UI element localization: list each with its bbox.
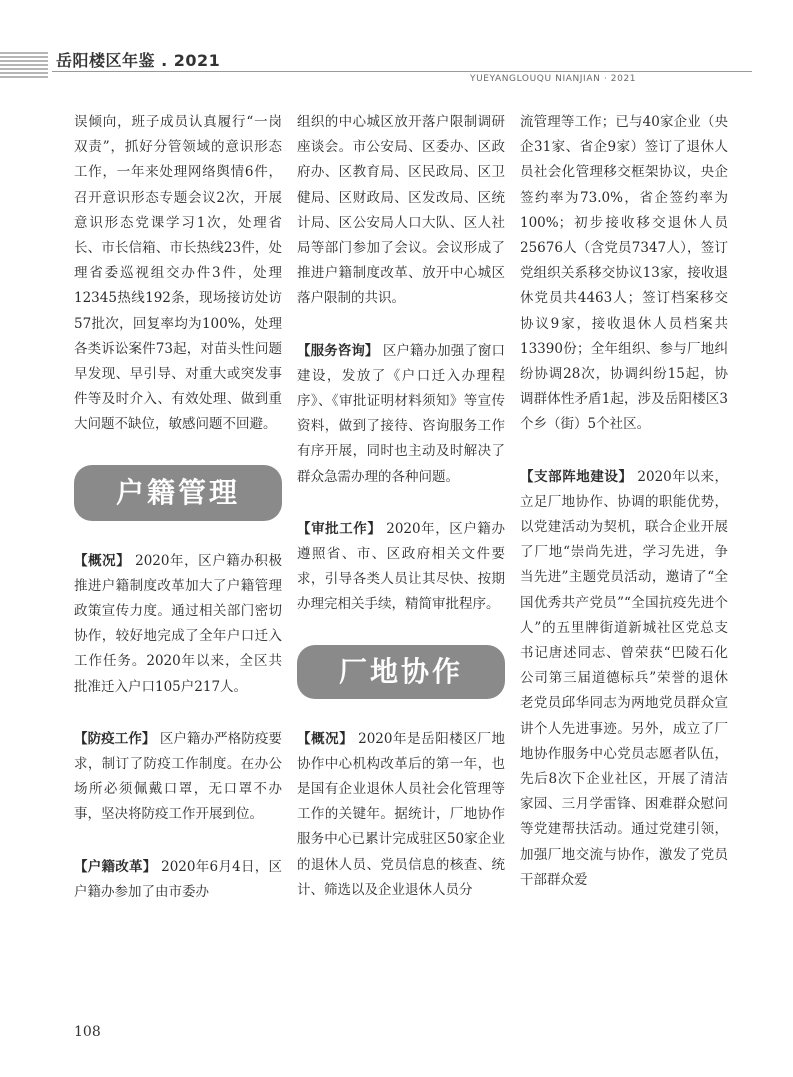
paragraph-body: 区户籍办严格防疫要求，制订了防疫工作制度。在办公场所必须佩戴口罩，无口罩不办事，坚决将防疫工作开展到位。 [74, 730, 282, 823]
paragraph-intro-continued: 误倾向，班子成员认真履行“一岗双责”，抓好分管领域的意识形态工作，一年来处理网络舆情6件，召开意识形态专题会议2次，开展意识形态党课学习1次，处理省长、市长信箱、市长热线23件，处理省委巡视组交办件3件，处理12345热线192条，现场接访处访57批次，回复率均为100%，处理各类诉讼案件73起，对苗头性问题早发现、早引导、对重大或突发事件等及时介入、有效处理、做到重大问题不缺位，敏感问题不回避。 [74, 114, 282, 433]
paragraph-body: 2020年是岳阳楼区厂地协作中心机构改革后的第一年，也是国有企业退休人员社会化管理等工作的关键年。据统计，厂地协作服务中心已累计完成驻区50家企业的退休人员、党员信息的核查、统计、筛选以及企业退休人员分 [297, 730, 505, 898]
column-1 [74, 110, 282, 932]
paragraph-body: 2020年，区户籍办积极推进户籍制度改革加大了户籍管理政策宣传力度。通过相关部门密切协作，较好地完成了全年户口迁入工作任务。2020年以来，全区共批准迁入户口105户217人。 [74, 552, 282, 695]
paragraph-service-consultation [297, 339, 505, 490]
paragraph-tag: 【审批工作】 [297, 520, 382, 537]
paragraph-tag: 【概况】 [297, 730, 354, 747]
paragraph-approval-work [297, 517, 505, 618]
page-number: 108 [74, 1024, 101, 1040]
paragraph-body: 区户籍办加强了窗口建设，发放了《户口迁入办理程序》、《审批证明材料须知》等宣传资料，做到了接待、咨询服务工作有序开展，同时也主动及时解决了群众急需办理的各种问题。 [297, 342, 505, 485]
paragraph-changdi-continued: 流管理等工作；已与40家企业（央企31家、省企9家）签订了退休人员社会化管理移交框架协议，央企签约率为73.0%，省企签约率为100%；初步接收移交退休人员25676人（含党员7347人），签订党组织关系移交协议13家，接收退休党员共4463人；签订档案移交协议9家，接收退休人员档案共13390份；全年组织、参与厂地纠纷协调28次，协调纠纷15起，协调群体性矛盾1起，涉及岳阳楼区3个乡（街）5个社区。 [520, 114, 728, 433]
section-heading-huji: 户籍管理 [74, 465, 282, 521]
paragraph-tag: 【户籍改革】 [74, 858, 157, 875]
header-decoration-stripes [0, 52, 48, 82]
running-header-subtitle: YUEYANGLOUQU NIANJIAN · 2021 [470, 74, 637, 84]
paragraph-tag: 【服务咨询】 [297, 342, 379, 359]
header-rule [52, 71, 752, 72]
paragraph-body: 2020年，区户籍办遵照省、市、区政府相关文件要求，引导各类人员让其尽快、按期办理完相关手续，精简审批程序。 [297, 520, 505, 613]
paragraph-changdi-overview [297, 727, 505, 903]
running-header-title: 岳阳楼区年鉴 . 2021 [56, 51, 221, 70]
paragraph-household-reform [74, 855, 282, 905]
paragraph-reform-continued: 组织的中心城区放开落户限制调研座谈会。市公安局、区委办、区政府办、区教育局、区民政局、区卫健局、区财政局、区发改局、区统计局、区公安局人口大队、区人社局等部门参加了会议。会议形成了推进户籍制度改革、放开中心城区落户限制的共识。 [297, 114, 505, 307]
paragraph-huji-overview [74, 549, 282, 700]
paragraph-epidemic-prevention [74, 727, 282, 828]
paragraph-party-branch [520, 465, 728, 893]
paragraph-tag: 【支部阵地建设】 [520, 468, 633, 485]
section-heading-changdi: 厂地协作 [297, 645, 505, 699]
paragraph-tag: 【概况】 [74, 552, 131, 569]
paragraph-tag: 【防疫工作】 [74, 730, 156, 747]
column-2 [297, 110, 505, 930]
column-3 [520, 110, 728, 920]
paragraph-body: 2020年以来，立足厂地协作、协调的职能优势，以党建活动为契机，联合企业开展了厂地“崇尚先进，学习先进，争当先进”主题党员活动，邀请了“全国优秀共产党员”“全国抗疫先进个人”的五里牌街道新城社区党总支书记唐述同志、曾荣获“巴陵石化公司第三届道德标兵”荣誉的退休老党员邱华同志为两地党员群众宣讲个人先进事迹。另外，成立了厂地协作服务中心党员志愿者队伍，先后8次下企业社区，开展了清洁家园、三月学雷锋、困难群众慰问等党建帮扶活动。通过党建引领，加强厂地交流与协作，激发了党员干部群众爱 [520, 468, 729, 888]
paragraph-body: 2020年6月4日，区户籍办参加了由市委办 [74, 858, 283, 900]
